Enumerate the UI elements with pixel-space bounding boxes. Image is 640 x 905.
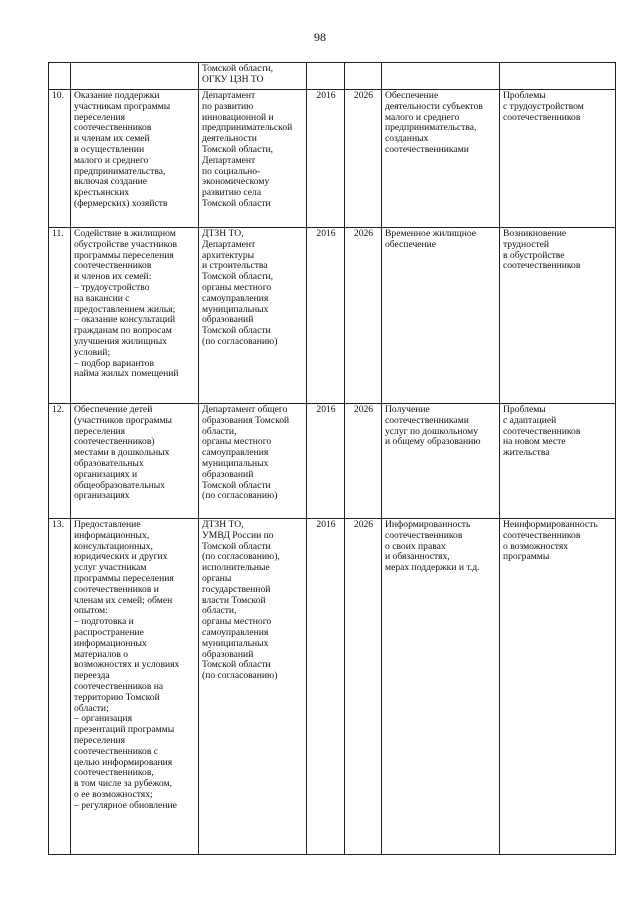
risk-line: соотечественников [503, 260, 581, 272]
activity-line: (фермерских) хозяйств [74, 197, 168, 209]
activity-line: переселения [74, 425, 126, 437]
activity-line: информационных, [74, 529, 150, 541]
executor-line: УМВД России по [202, 529, 274, 541]
activity-line: найма жилых помещений [74, 368, 179, 380]
start-year: 2016 [316, 519, 336, 530]
executor-line: самоуправления [202, 626, 269, 638]
activity-line: программы переселения [74, 249, 174, 261]
executor-line: Томской области [202, 479, 271, 491]
row-number: 10. [52, 90, 64, 101]
cell-end-year [345, 228, 382, 404]
activity-line: – подготовка и [74, 616, 134, 628]
activity-line: организациях и [74, 468, 138, 480]
cell-activity [71, 519, 199, 855]
risk-line: с трудоустройством [503, 100, 584, 112]
activity-line: Предоставление [74, 519, 141, 530]
risk-line: соотечественников [503, 529, 581, 541]
executor-line: самоуправления [202, 292, 269, 304]
activity-line: о ее возможностях; [74, 788, 153, 800]
result-line: обеспечение [385, 238, 437, 250]
executor-line: и строительства [202, 260, 268, 272]
measures-table [48, 62, 616, 855]
cell-end-year [345, 404, 382, 519]
activity-line: – организация [74, 713, 132, 725]
activity-line: опытом: [74, 605, 108, 617]
result-line: Временное жилищное [385, 228, 477, 239]
cell-risk [500, 90, 616, 228]
executor-line: органы местного [202, 436, 272, 448]
cell-num [49, 63, 71, 90]
activity-line: крестьянских [74, 187, 130, 199]
activity-line: общеобразовательных [74, 479, 165, 491]
end-year: 2026 [353, 228, 374, 239]
activity-line: территорию Томской [74, 691, 160, 703]
row-number: 11. [52, 228, 64, 239]
risk-line: Проблемы [503, 90, 546, 101]
executor-line: Томской области, [202, 63, 274, 74]
executor-line: Томской области [202, 325, 271, 337]
cell-start-year [307, 519, 345, 855]
activity-line: юридических и других [74, 551, 168, 563]
activity-line: малого и среднего [74, 154, 149, 166]
activity-line: (участников программы [74, 414, 172, 426]
activity-line: предпринимательства, [74, 165, 166, 177]
cell-activity [71, 63, 199, 90]
executor-line: муниципальных [202, 457, 269, 469]
cell-executor [199, 228, 307, 404]
activity-line: переезда [74, 670, 110, 682]
executor-line: ДТЗН ТО, [202, 228, 244, 239]
activity-line: условий; [74, 346, 111, 358]
activity-line: соотечественников [74, 122, 152, 134]
activity-line: Содействие в жилищном [74, 228, 176, 239]
executor-line: по развитию [202, 100, 254, 112]
activity-line: улучшения жилищных [74, 335, 167, 347]
cell-end-year [345, 90, 382, 228]
activity-line: переселения [74, 111, 126, 123]
activity-line: консультационных, [74, 540, 153, 552]
cell-activity [71, 228, 199, 404]
cell-start-year [307, 90, 345, 228]
activity-line: информационных [74, 637, 147, 649]
risk-line: о возможностях [503, 540, 569, 552]
executor-line: (по согласованию) [202, 670, 278, 682]
activity-line: переселения [74, 734, 126, 746]
result-line: о своих правах [385, 540, 446, 552]
table-row [49, 228, 616, 404]
end-year: 2026 [353, 90, 374, 101]
result-line: услуг по дошкольному [385, 425, 478, 437]
executor-line: образования Томской [202, 414, 290, 426]
executor-line: инновационной и [202, 111, 274, 123]
activity-line: – регулярное обновление [74, 799, 177, 811]
executor-line: образований [202, 468, 254, 480]
executor-line: предпринимательской [202, 122, 293, 134]
executor-line: образований [202, 648, 254, 660]
executor-line: области, [202, 605, 237, 617]
cell-num [49, 90, 71, 228]
executor-line: Томской области, [202, 271, 274, 283]
activity-line: в том числе за рубежом, [74, 778, 173, 790]
risk-line: соотечественников [503, 111, 581, 123]
executor-line: экономическому [202, 176, 270, 188]
executor-line: исполнительные [202, 562, 270, 574]
table-row [49, 90, 616, 228]
cell-result [382, 63, 500, 90]
cell-risk [500, 228, 616, 404]
result-line: и обязанностях, [385, 551, 450, 563]
executor-line: Департамент общего [202, 404, 288, 415]
executor-line: государственной [202, 583, 271, 595]
executor-line: Департамент [202, 238, 256, 250]
start-year: 2016 [316, 228, 336, 239]
executor-line: муниципальных [202, 637, 269, 649]
executor-line: Томской области [202, 659, 271, 671]
page-number: 98 [314, 30, 326, 44]
cell-activity [71, 90, 199, 228]
cell-activity [71, 404, 199, 519]
activity-line: в осуществлении [74, 143, 145, 155]
risk-line: Проблемы [503, 404, 546, 415]
executor-line: (по согласованию), [202, 551, 280, 563]
executor-line: Департамент [202, 154, 256, 166]
activity-line: соотечественников, [74, 767, 154, 779]
executor-line: Томской области [202, 540, 271, 552]
activity-line: предоставлением жилья; [74, 303, 176, 315]
activity-line: услуг участникам [74, 562, 147, 574]
cell-result [382, 519, 500, 855]
executor-line: органы местного [202, 281, 272, 293]
activity-line: области; [74, 702, 109, 714]
risk-line: Неинформированность [503, 519, 598, 530]
cell-executor [199, 90, 307, 228]
risk-line: жительства [503, 447, 550, 459]
cell-num [49, 404, 71, 519]
activity-line: организациях [74, 490, 130, 502]
activity-line: презентаций программы [74, 724, 175, 736]
risk-line: на новом месте [503, 436, 566, 448]
activity-line: обустройстве участников [74, 238, 178, 250]
activity-line: соотечественников и [74, 583, 159, 595]
start-year: 2016 [316, 90, 336, 101]
activity-line: образовательных [74, 457, 144, 469]
activity-line: соотечественников [74, 260, 152, 272]
result-line: Информированность [385, 519, 471, 530]
executor-line: Департамент [202, 90, 256, 101]
cell-executor [199, 63, 307, 90]
activity-line: и членов их семей: [74, 271, 152, 283]
result-line: мерах поддержки и т.д. [385, 562, 480, 574]
risk-line: программы [503, 551, 550, 563]
end-year: 2026 [353, 519, 374, 530]
executor-line: ДТЗН ТО, [202, 519, 244, 530]
result-line: и общему образованию [385, 436, 481, 448]
risk-line: с адаптацией [503, 414, 557, 426]
activity-line: Обеспечение детей [74, 404, 153, 415]
activity-line: гражданам по вопросам [74, 325, 172, 337]
executor-line: органы местного [202, 616, 272, 628]
cell-start-year [307, 228, 345, 404]
table-row [49, 519, 616, 855]
activity-line: участникам программы [74, 100, 171, 112]
cell-result [382, 404, 500, 519]
cell-start-year [307, 63, 345, 90]
result-line: созданных [385, 133, 429, 145]
risk-line: в обустройстве [503, 249, 565, 261]
activity-line: – подбор вариантов [74, 357, 154, 369]
table-row [49, 404, 616, 519]
row-number: 12. [52, 404, 64, 415]
cell-executor [199, 404, 307, 519]
cell-end-year [345, 63, 382, 90]
executor-line: образований [202, 314, 254, 326]
cell-result [382, 90, 500, 228]
executor-line: власти Томской [202, 594, 266, 606]
risk-line: трудностей [503, 238, 550, 250]
activity-line: целью информирования [74, 756, 173, 768]
cell-result [382, 228, 500, 404]
activity-line: возможностях и условиях [74, 659, 180, 671]
activity-line: материалов о [74, 648, 129, 660]
activity-line: членам их семей; обмен [74, 594, 173, 606]
executor-line: ОГКУ ЦЗН ТО [202, 73, 264, 85]
result-line: Обеспечение [385, 90, 439, 101]
activity-line: Оказание поддержки [74, 90, 160, 101]
risk-line: соотечественников [503, 425, 581, 437]
executor-line: (по согласованию) [202, 490, 278, 502]
activity-line: соотечественников с [74, 745, 159, 757]
table-row-continuation [49, 63, 616, 90]
activity-line: на вакансии с [74, 292, 130, 304]
executor-line: деятельности [202, 133, 257, 145]
cell-num [49, 228, 71, 404]
executor-line: органы [202, 572, 232, 584]
executor-line: самоуправления [202, 447, 269, 459]
result-line: малого и среднего [385, 111, 460, 123]
cell-risk [500, 404, 616, 519]
start-year: 2016 [316, 404, 336, 415]
activity-line: соотечественников) [74, 436, 155, 448]
activity-line: и членам их семей [74, 133, 150, 145]
executor-line: по социально- [202, 165, 261, 177]
cell-risk [500, 519, 616, 855]
row-number: 13. [52, 519, 64, 530]
cell-end-year [345, 519, 382, 855]
risk-line: Возникновение [503, 228, 567, 239]
result-line: соотечественников [385, 529, 463, 541]
executor-line: (по согласованию) [202, 335, 278, 347]
result-line: Получение [385, 404, 430, 415]
result-line: предпринимательства, [385, 122, 477, 134]
executor-line: области, [202, 425, 237, 437]
end-year: 2026 [353, 404, 374, 415]
executor-line: архитектуры [202, 249, 255, 261]
result-line: соотечественниками [385, 143, 469, 155]
executor-line: Томской области [202, 197, 271, 209]
activity-line: соотечественников на [74, 680, 164, 692]
activity-line: программы переселения [74, 572, 174, 584]
activity-line: – оказание консультаций [74, 314, 176, 326]
activity-line: распространение [74, 626, 144, 638]
result-line: соотечественниками [385, 414, 469, 426]
cell-risk [500, 63, 616, 90]
activity-line: местами в дошкольных [74, 447, 170, 459]
executor-line: муниципальных [202, 303, 269, 315]
cell-executor [199, 519, 307, 855]
executor-line: развитию села [202, 187, 262, 199]
executor-line: Томской области, [202, 143, 274, 155]
activity-line: – трудоустройство [74, 281, 150, 293]
activity-line: включая создание [74, 176, 148, 188]
cell-start-year [307, 404, 345, 519]
result-line: деятельности субъектов [385, 100, 483, 112]
cell-num [49, 519, 71, 855]
